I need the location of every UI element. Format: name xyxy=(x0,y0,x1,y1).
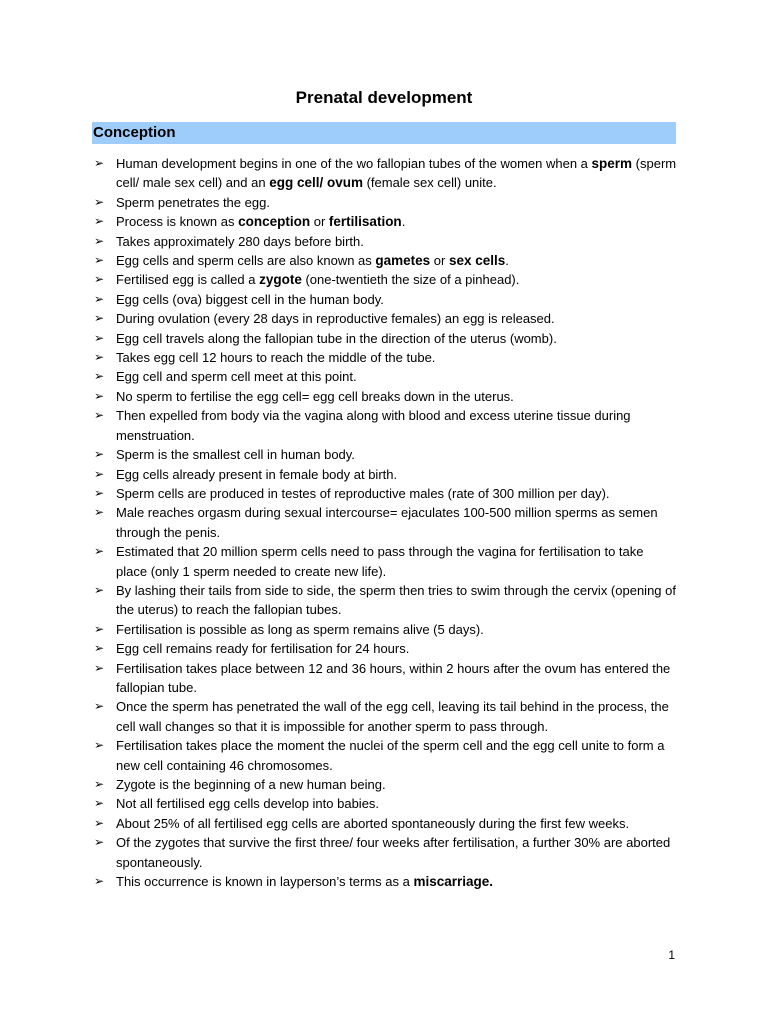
arrow-bullet-icon: ➢ xyxy=(94,621,105,636)
list-item xyxy=(92,367,678,386)
arrow-bullet-icon: ➢ xyxy=(94,233,105,248)
arrow-bullet-icon: ➢ xyxy=(94,485,105,500)
arrow-bullet-icon: ➢ xyxy=(94,505,105,520)
item-text: Egg cells already present in female body at birth. xyxy=(116,466,398,482)
list-item xyxy=(92,872,678,891)
item-text: . xyxy=(505,253,509,269)
list-item xyxy=(92,270,678,289)
list-item xyxy=(92,290,678,309)
list-item xyxy=(92,251,678,270)
item-text: Human development begins in one of the wo fallopian tubes of the women when a xyxy=(116,156,592,171)
list-item xyxy=(92,794,678,813)
arrow-bullet-icon: ➢ xyxy=(94,350,105,365)
arrow-bullet-icon: ➢ xyxy=(94,214,105,229)
item-text: By lashing their tails from side to side, the sperm then tries to swim through the cervix (opening of the uterus) to reach the fallopian tubes. xyxy=(116,582,676,618)
item-text: Sperm penetrates the egg. xyxy=(116,194,270,210)
item-text: Takes approximately 280 days before birth. xyxy=(116,233,364,249)
item-text: Fertilisation is possible as long as sperm remains alive (5 days). xyxy=(116,621,484,637)
arrow-bullet-icon: ➢ xyxy=(94,815,105,830)
item-text: During ovulation (every 28 days in reproductive females) an egg is released. xyxy=(116,311,555,327)
list-item xyxy=(92,445,678,464)
arrow-bullet-icon: ➢ xyxy=(94,388,105,403)
item-text: Egg cells and sperm cells are also known as xyxy=(116,253,376,269)
list-item xyxy=(92,697,678,736)
list-item xyxy=(92,833,678,872)
arrow-bullet-icon: ➢ xyxy=(94,311,105,326)
item-text: Sperm cells are produced in testes of reproductive males (rate of 300 million per day). xyxy=(116,485,610,501)
list-item xyxy=(92,775,678,794)
list-item xyxy=(92,639,678,658)
item-text: (female sex cell) unite. xyxy=(362,175,497,191)
page-number: 1 xyxy=(668,948,675,962)
list-item xyxy=(92,659,678,698)
item-text: Egg cell travels along the fallopian tube in the direction of the uterus (womb). xyxy=(116,330,557,346)
arrow-bullet-icon: ➢ xyxy=(94,796,105,811)
list-item xyxy=(92,329,678,348)
list-item xyxy=(92,465,678,484)
item-text: or xyxy=(430,253,449,269)
item-text: Fertilised egg is called a xyxy=(116,272,260,288)
list-item xyxy=(92,212,678,231)
item-text: Fertilisation takes place between 12 and 36 hours, within 2 hours after the ovum has entered the fallopian tube. xyxy=(116,660,671,695)
item-text: (sperm cell/ male sex cell) and an xyxy=(116,156,677,191)
arrow-bullet-icon: ➢ xyxy=(94,369,105,384)
list-item xyxy=(92,736,678,775)
item-text: Takes egg cell 12 hours to reach the middle of the tube. xyxy=(116,350,436,366)
item-text: Egg cells (ova) biggest cell in the human body. xyxy=(116,291,384,307)
item-text: Then expelled from body via the vagina along with blood and excess uterine tissue during menstruation. xyxy=(116,408,631,443)
arrow-bullet-icon: ➢ xyxy=(94,738,105,753)
list-item xyxy=(92,193,678,212)
bold-term: sperm xyxy=(591,156,633,171)
item-text: About 25% of all fertilised egg cells are aborted spontaneously during the first few weeks. xyxy=(116,815,630,831)
arrow-bullet-icon: ➢ xyxy=(94,835,105,850)
item-text: or xyxy=(310,214,329,230)
bold-term: fertilisation xyxy=(328,214,402,230)
item-text: Fertilisation takes place the moment the nuclei of the sperm cell and the egg cell unite to form a new cell containing 46 chromosomes. xyxy=(116,738,665,773)
item-text: Egg cell and sperm cell meet at this point. xyxy=(116,369,357,385)
page-title: Prenatal development xyxy=(295,88,473,107)
bold-term: miscarriage. xyxy=(413,874,494,890)
item-text: Process is known as xyxy=(116,214,239,230)
list-item xyxy=(92,814,678,833)
list-item xyxy=(92,581,678,620)
item-text: Male reaches orgasm during sexual intercourse= ejaculates 100-500 million sperms as semen through the penis. xyxy=(116,505,658,540)
bold-term: conception xyxy=(238,214,311,230)
item-text: This occurrence is known in layperson’s terms as a xyxy=(116,874,414,890)
bold-term: gametes xyxy=(375,253,431,269)
item-text: Zygote is the beginning of a new human being. xyxy=(116,777,386,792)
arrow-bullet-icon: ➢ xyxy=(94,253,105,268)
bullet-list xyxy=(92,154,678,891)
list-item xyxy=(92,309,678,328)
section-heading: Conception xyxy=(93,124,176,141)
item-text: Not all fertilised egg cells develop into babies. xyxy=(116,796,380,812)
arrow-bullet-icon: ➢ xyxy=(94,699,105,714)
item-text: No sperm to fertilise the egg cell= egg cell breaks down in the uterus. xyxy=(116,388,514,404)
bold-term: zygote xyxy=(259,272,302,288)
item-text: Sperm is the smallest cell in human body. xyxy=(116,447,355,463)
arrow-bullet-icon: ➢ xyxy=(94,447,105,462)
arrow-bullet-icon: ➢ xyxy=(94,330,105,345)
arrow-bullet-icon: ➢ xyxy=(94,641,105,656)
arrow-bullet-icon: ➢ xyxy=(94,408,105,423)
arrow-bullet-icon: ➢ xyxy=(94,272,105,287)
list-item xyxy=(92,620,678,639)
arrow-bullet-icon: ➢ xyxy=(94,660,105,675)
arrow-bullet-icon: ➢ xyxy=(94,156,105,170)
list-item xyxy=(92,232,678,251)
arrow-bullet-icon: ➢ xyxy=(94,466,105,481)
item-text: Estimated that 20 million sperm cells need to pass through the vagina for fertilisation to take place (only 1 sperm needed to create new life). xyxy=(116,544,644,579)
list-item xyxy=(92,387,678,406)
arrow-bullet-icon: ➢ xyxy=(94,874,105,889)
item-text: Once the sperm has penetrated the wall of the egg cell, leaving its tail behind in the process, the cell wall changes so that it is impossible for another sperm to pass through. xyxy=(116,699,669,734)
item-text: . xyxy=(401,214,406,230)
item-text: (one-twentieth the size of a pinhead). xyxy=(301,272,520,288)
arrow-bullet-icon: ➢ xyxy=(94,582,105,597)
bold-term: egg cell/ ovum xyxy=(269,175,363,191)
item-text: Egg cell remains ready for fertilisation for 24 hours. xyxy=(116,641,410,657)
arrow-bullet-icon: ➢ xyxy=(94,194,105,209)
list-item xyxy=(92,154,678,193)
arrow-bullet-icon: ➢ xyxy=(94,291,105,306)
list-item xyxy=(92,484,678,503)
list-item xyxy=(92,503,678,542)
bold-term: sex cells xyxy=(448,253,506,269)
list-item xyxy=(92,348,678,367)
section-heading-bar xyxy=(92,122,676,144)
arrow-bullet-icon: ➢ xyxy=(94,544,105,559)
arrow-bullet-icon: ➢ xyxy=(94,777,105,791)
item-text: Of the zygotes that survive the first three/ four weeks after fertilisation, a further 30% are aborted spontaneously. xyxy=(116,835,671,870)
list-item xyxy=(92,406,678,445)
list-item xyxy=(92,542,678,581)
